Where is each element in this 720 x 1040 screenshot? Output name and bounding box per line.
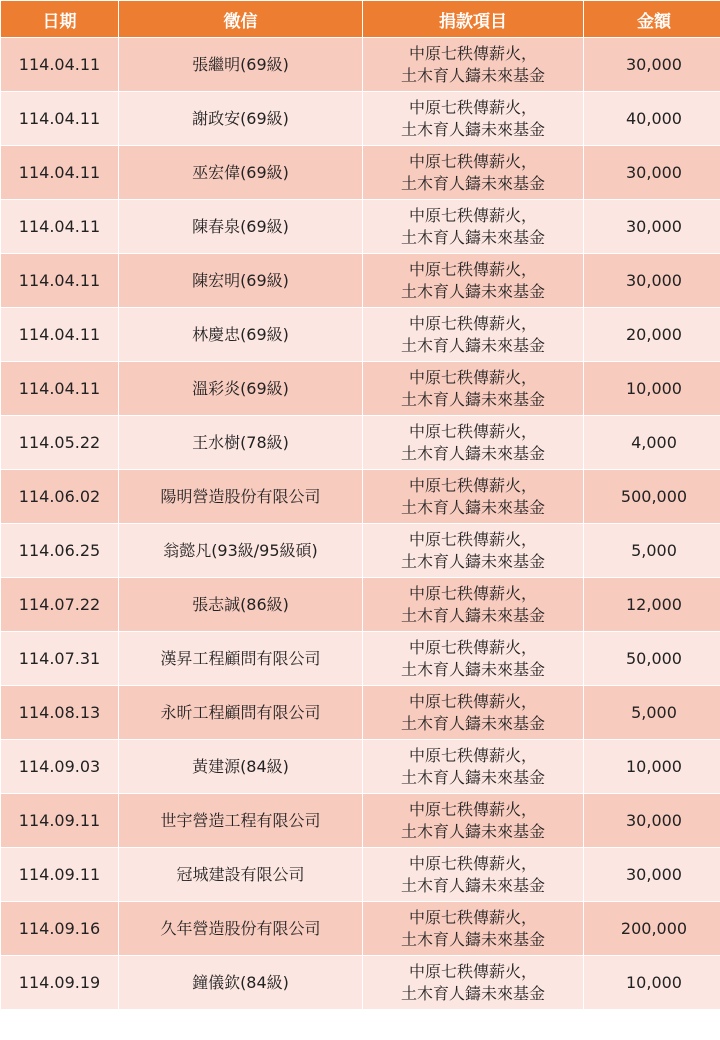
- table-header: [1, 1, 720, 38]
- date-cell: 114.04.11: [1, 146, 119, 200]
- donor-cell: 翁懿凡(93級/95級碩): [119, 524, 363, 578]
- amount-cell: 5,000: [584, 686, 720, 740]
- table-row: [1, 848, 720, 902]
- date-cell: 114.09.19: [1, 956, 119, 1010]
- project-line-1: 中原七秩傳薪火，: [408, 583, 537, 603]
- project-line-1: 中原七秩傳薪火，: [408, 421, 537, 441]
- donor-cell: 巫宏偉(69級): [119, 146, 363, 200]
- date-cell: 114.05.22: [1, 416, 119, 470]
- project-cell: [363, 254, 584, 308]
- amount-cell: 50,000: [584, 632, 720, 686]
- amount-cell: 30,000: [584, 146, 720, 200]
- table-body: [1, 38, 720, 1010]
- project-line-1: 中原七秩傳薪火，: [408, 259, 537, 279]
- donor-cell: 陽明營造股份有限公司: [119, 470, 363, 524]
- project-line-2: 土木育人鑄未來基金: [400, 119, 545, 139]
- project-cell: [363, 92, 584, 146]
- table-row: [1, 362, 720, 416]
- amount-cell: 30,000: [584, 38, 720, 92]
- date-cell: 114.06.25: [1, 524, 119, 578]
- project-line-1: 中原七秩傳薪火，: [408, 151, 537, 171]
- table-row: [1, 254, 720, 308]
- donor-cell: 謝政安(69級): [119, 92, 363, 146]
- table-row: [1, 38, 720, 92]
- table-row: [1, 200, 720, 254]
- donor-cell: 陳春泉(69級): [119, 200, 363, 254]
- date-cell: 114.09.16: [1, 902, 119, 956]
- donor-cell: 溫彩炎(69級): [119, 362, 363, 416]
- table-row: [1, 416, 720, 470]
- project-line-2: 土木育人鑄未來基金: [400, 389, 545, 409]
- table-row: [1, 524, 720, 578]
- project-line-1: 中原七秩傳薪火，: [408, 43, 537, 63]
- project-line-1: 中原七秩傳薪火，: [408, 529, 537, 549]
- project-cell: [363, 308, 584, 362]
- project-line-1: 中原七秩傳薪火，: [408, 637, 537, 657]
- amount-cell: 30,000: [584, 848, 720, 902]
- amount-cell: 4,000: [584, 416, 720, 470]
- project-cell: [363, 362, 584, 416]
- donor-cell: 世宇營造工程有限公司: [119, 794, 363, 848]
- project-line-1: 中原七秩傳薪火，: [408, 475, 537, 495]
- amount-cell: 10,000: [584, 740, 720, 794]
- project-cell: [363, 848, 584, 902]
- date-cell: 114.09.03: [1, 740, 119, 794]
- project-line-2: 土木育人鑄未來基金: [400, 497, 545, 517]
- project-line-1: 中原七秩傳薪火，: [408, 961, 537, 981]
- donor-cell: 鐘儀欽(84級): [119, 956, 363, 1010]
- amount-cell: 12,000: [584, 578, 720, 632]
- date-cell: 114.06.02: [1, 470, 119, 524]
- date-cell: 114.04.11: [1, 308, 119, 362]
- project-cell: [363, 578, 584, 632]
- date-cell: 114.04.11: [1, 92, 119, 146]
- project-line-2: 土木育人鑄未來基金: [400, 875, 545, 895]
- project-line-2: 土木育人鑄未來基金: [400, 659, 545, 679]
- header-amount: 金額: [584, 1, 720, 38]
- amount-cell: 20,000: [584, 308, 720, 362]
- project-line-2: 土木育人鑄未來基金: [400, 551, 545, 571]
- project-cell: [363, 956, 584, 1010]
- donor-cell: 林慶忠(69級): [119, 308, 363, 362]
- project-line-2: 土木育人鑄未來基金: [400, 173, 545, 193]
- table-row: [1, 632, 720, 686]
- table-row: [1, 578, 720, 632]
- project-line-1: 中原七秩傳薪火，: [408, 745, 537, 765]
- project-line-2: 土木育人鑄未來基金: [400, 929, 545, 949]
- amount-cell: 30,000: [584, 200, 720, 254]
- table-row: [1, 686, 720, 740]
- project-line-1: 中原七秩傳薪火，: [408, 367, 537, 387]
- amount-cell: 10,000: [584, 362, 720, 416]
- date-cell: 114.07.22: [1, 578, 119, 632]
- table-row: [1, 956, 720, 1010]
- project-cell: [363, 632, 584, 686]
- project-line-2: 土木育人鑄未來基金: [400, 605, 545, 625]
- project-line-1: 中原七秩傳薪火，: [408, 799, 537, 819]
- amount-cell: 30,000: [584, 794, 720, 848]
- project-cell: [363, 416, 584, 470]
- table-row: [1, 470, 720, 524]
- project-line-1: 中原七秩傳薪火，: [408, 97, 537, 117]
- project-line-2: 土木育人鑄未來基金: [400, 443, 545, 463]
- project-line-2: 土木育人鑄未來基金: [400, 821, 545, 841]
- date-cell: 114.09.11: [1, 794, 119, 848]
- donor-cell: 黃建源(84級): [119, 740, 363, 794]
- donor-cell: 張繼明(69級): [119, 38, 363, 92]
- amount-cell: 40,000: [584, 92, 720, 146]
- amount-cell: 500,000: [584, 470, 720, 524]
- header-donor: 徵信: [119, 1, 363, 38]
- project-line-2: 土木育人鑄未來基金: [400, 767, 545, 787]
- amount-cell: 200,000: [584, 902, 720, 956]
- project-line-2: 土木育人鑄未來基金: [400, 335, 545, 355]
- header-row: [1, 1, 720, 38]
- project-cell: [363, 470, 584, 524]
- table-row: [1, 308, 720, 362]
- project-cell: [363, 794, 584, 848]
- date-cell: 114.04.11: [1, 254, 119, 308]
- amount-cell: 10,000: [584, 956, 720, 1010]
- date-cell: 114.08.13: [1, 686, 119, 740]
- project-cell: [363, 686, 584, 740]
- project-line-1: 中原七秩傳薪火，: [408, 313, 537, 333]
- amount-cell: 5,000: [584, 524, 720, 578]
- date-cell: 114.07.31: [1, 632, 119, 686]
- table-row: [1, 92, 720, 146]
- donor-cell: 久年營造股份有限公司: [119, 902, 363, 956]
- project-cell: [363, 146, 584, 200]
- project-cell: [363, 740, 584, 794]
- project-line-2: 土木育人鑄未來基金: [400, 65, 545, 85]
- project-cell: [363, 200, 584, 254]
- project-cell: [363, 38, 584, 92]
- project-line-1: 中原七秩傳薪火，: [408, 853, 537, 873]
- donor-cell: 陳宏明(69級): [119, 254, 363, 308]
- header-date: 日期: [1, 1, 119, 38]
- project-line-2: 土木育人鑄未來基金: [400, 227, 545, 247]
- header-project: 捐款項目: [363, 1, 584, 38]
- project-line-2: 土木育人鑄未來基金: [400, 983, 545, 1003]
- date-cell: 114.04.11: [1, 200, 119, 254]
- project-line-1: 中原七秩傳薪火，: [408, 691, 537, 711]
- project-cell: [363, 902, 584, 956]
- table-row: [1, 902, 720, 956]
- amount-cell: 30,000: [584, 254, 720, 308]
- project-line-1: 中原七秩傳薪火，: [408, 907, 537, 927]
- donor-cell: 張志誠(86級): [119, 578, 363, 632]
- date-cell: 114.04.11: [1, 362, 119, 416]
- donor-cell: 王水樹(78級): [119, 416, 363, 470]
- project-line-2: 土木育人鑄未來基金: [400, 281, 545, 301]
- table-row: [1, 740, 720, 794]
- date-cell: 114.09.11: [1, 848, 119, 902]
- date-cell: 114.04.11: [1, 38, 119, 92]
- donor-cell: 漢昇工程顧問有限公司: [119, 632, 363, 686]
- table-row: [1, 146, 720, 200]
- table-row: [1, 794, 720, 848]
- project-line-2: 土木育人鑄未來基金: [400, 713, 545, 733]
- project-cell: [363, 524, 584, 578]
- project-line-1: 中原七秩傳薪火，: [408, 205, 537, 225]
- donor-cell: 永昕工程顧問有限公司: [119, 686, 363, 740]
- donor-cell: 冠城建設有限公司: [119, 848, 363, 902]
